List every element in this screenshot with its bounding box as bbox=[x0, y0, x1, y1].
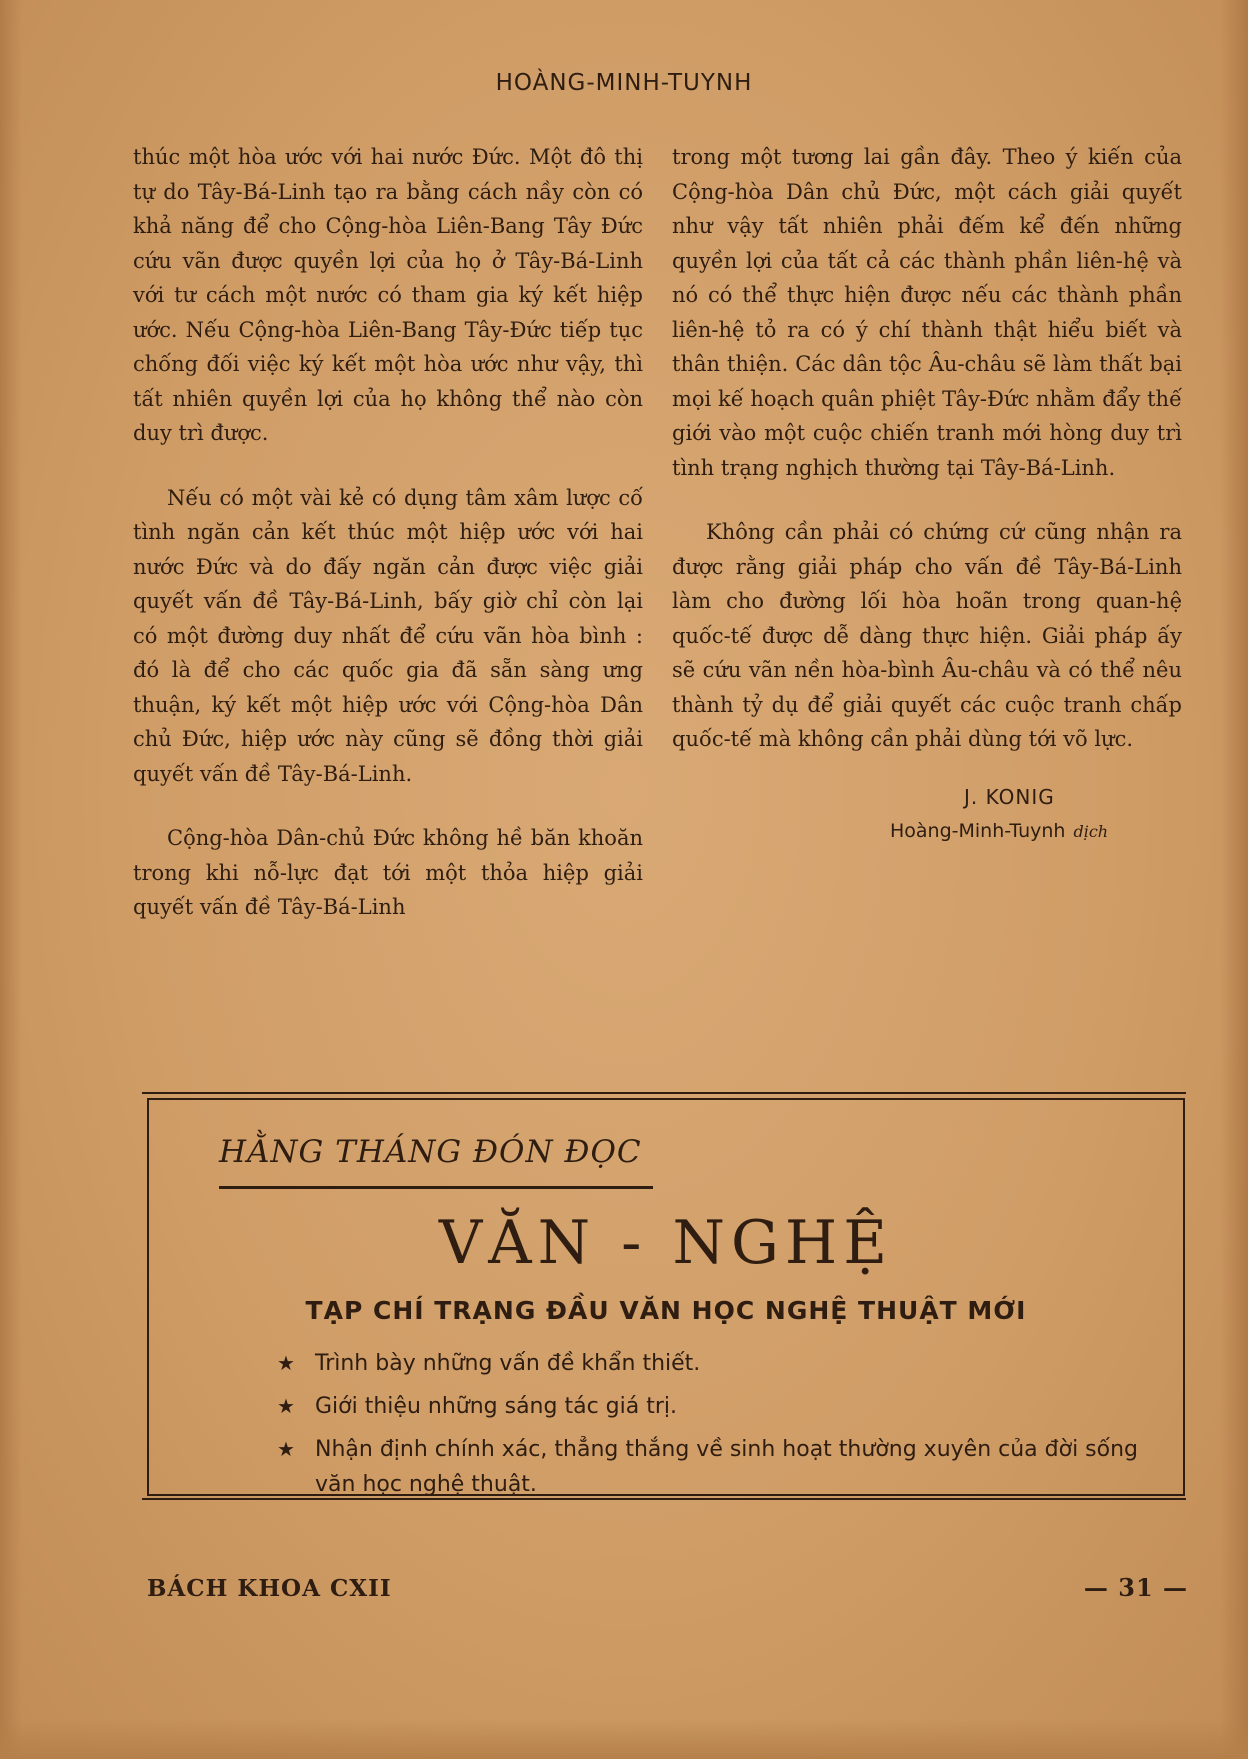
ad-border-rule-top bbox=[142, 1092, 1186, 1094]
advertisement-box bbox=[147, 1098, 1185, 1496]
star-icon: ★ bbox=[277, 1437, 295, 1461]
ad-feature-list bbox=[277, 1346, 1157, 1510]
ad-feature-text: Nhận định chính xác, thẳng thắng về sinh hoạt thường xuyên của đời sống văn học nghệ thuật. bbox=[315, 1437, 1139, 1497]
paper-edge-right bbox=[1220, 0, 1248, 1759]
ad-kicker-underline bbox=[219, 1186, 653, 1189]
article-column-right bbox=[672, 140, 1182, 848]
ad-kicker: HẰNG THÁNG ĐÓN ĐỌC bbox=[219, 1134, 642, 1170]
ad-feature-text: Giới thiệu những sáng tác giá trị. bbox=[315, 1394, 677, 1419]
publication-footer: BÁCH KHOA CXII bbox=[147, 1575, 392, 1602]
translator-credit bbox=[672, 815, 1182, 848]
ad-title: VĂN - NGHỆ bbox=[438, 1208, 894, 1278]
ad-border-rule-bottom bbox=[142, 1498, 1186, 1500]
translator-name: Hoàng-Minh-Tuynh bbox=[890, 819, 1066, 842]
ad-feature-item bbox=[277, 1346, 1157, 1381]
ad-subtitle: TẠP CHÍ TRẠNG ĐẦU VĂN HỌC NGHỆ THUẬT MỚI bbox=[305, 1296, 1027, 1325]
article-paragraph: Cộng-hòa Dân-chủ Đức không hề băn khoăn trong khi nỗ-lực đạt tới một thỏa hiệp giải quyết vấn đề Tây-Bá-Linh bbox=[133, 826, 643, 919]
star-icon: ★ bbox=[277, 1351, 295, 1375]
article-paragraph: Nếu có một vài kẻ có dụng tâm xâm lược cố tình ngăn cản kết thúc một hiệp ước với hai nước Đức và do đấy ngăn cản được việc giải quyết vấn đề Tây-Bá-Linh, bấy giờ chỉ còn lại có một đường duy nhất để cứu vãn hòa bình : đó là để cho các quốc gia đã sẵn sàng ưng thuận, ký kết một hiệp ước với Cộng-hòa Dân chủ Đức, hiệp ước này cũng sẽ đồng thời giải quyết vấn đề Tây-Bá-Linh. bbox=[133, 485, 643, 786]
paper-edge-left bbox=[0, 0, 22, 1759]
article-paragraph: trong một tương lai gần đây. Theo ý kiến của Cộng-hòa Dân chủ Đức, một cách giải quyết như vậy tất nhiên phải đếm kể đến những quyền lợi của tất cả các thành phần liên-hệ và nó có thể thực hiện được nếu các thành phần liên-hệ tỏ ra có ý chí thành thật hiểu biết và thân thiện. Các dân tộc Âu-châu sẽ làm thất bại mọi kế hoạch quân phiệt Tây-Đức nhằm đẩy thế giới vào một cuộc chiến tranh mới hòng duy trì tình trạng nghịch thường tại Tây-Bá-Linh. bbox=[672, 145, 1182, 480]
translator-label: dịch bbox=[1073, 821, 1109, 841]
page-number: — 31 — bbox=[1083, 1573, 1188, 1602]
ad-feature-text: Trình bày những vấn đề khẩn thiết. bbox=[315, 1351, 701, 1376]
ad-feature-item bbox=[277, 1389, 1157, 1424]
article-column-left bbox=[133, 140, 643, 955]
article-paragraph: thúc một hòa ước với hai nước Đức. Một đô thị tự do Tây-Bá-Linh tạo ra bằng cách nầy còn có khả năng để cho Cộng-hòa Liên-Bang Tây Đức cứu vãn được quyền lợi của họ ở Tây-Bá-Linh với tư cách một nước có tham gia ký kết hiệp ước. Nếu Cộng-hòa Liên-Bang Tây-Đức tiếp tục chống đối việc ký kết một hòa ước như vậy, thì tất nhiên quyền lợi của họ không thể nào còn duy trì được. bbox=[133, 145, 643, 445]
article-credit bbox=[672, 779, 1182, 848]
paper-edge-bottom bbox=[0, 1719, 1248, 1759]
article-paragraph: Không cần phải có chứng cứ cũng nhận ra được rằng giải pháp cho vấn đề Tây-Bá-Linh làm cho đường lối hòa hoãn trong quan-hệ quốc-tế được dễ dàng thực hiện. Giải pháp ấy sẽ cứu vãn nền hòa-bình Âu-châu và có thể nêu thành tỷ dụ để giải quyết các cuộc tranh chấp quốc-tế mà không cần phải dùng tới võ lực. bbox=[672, 520, 1182, 751]
ad-feature-item bbox=[277, 1432, 1157, 1502]
author-name: J. KONIG bbox=[964, 784, 1055, 809]
star-icon: ★ bbox=[277, 1394, 295, 1418]
running-head: HOÀNG-MINH-TUYNH bbox=[495, 70, 753, 96]
